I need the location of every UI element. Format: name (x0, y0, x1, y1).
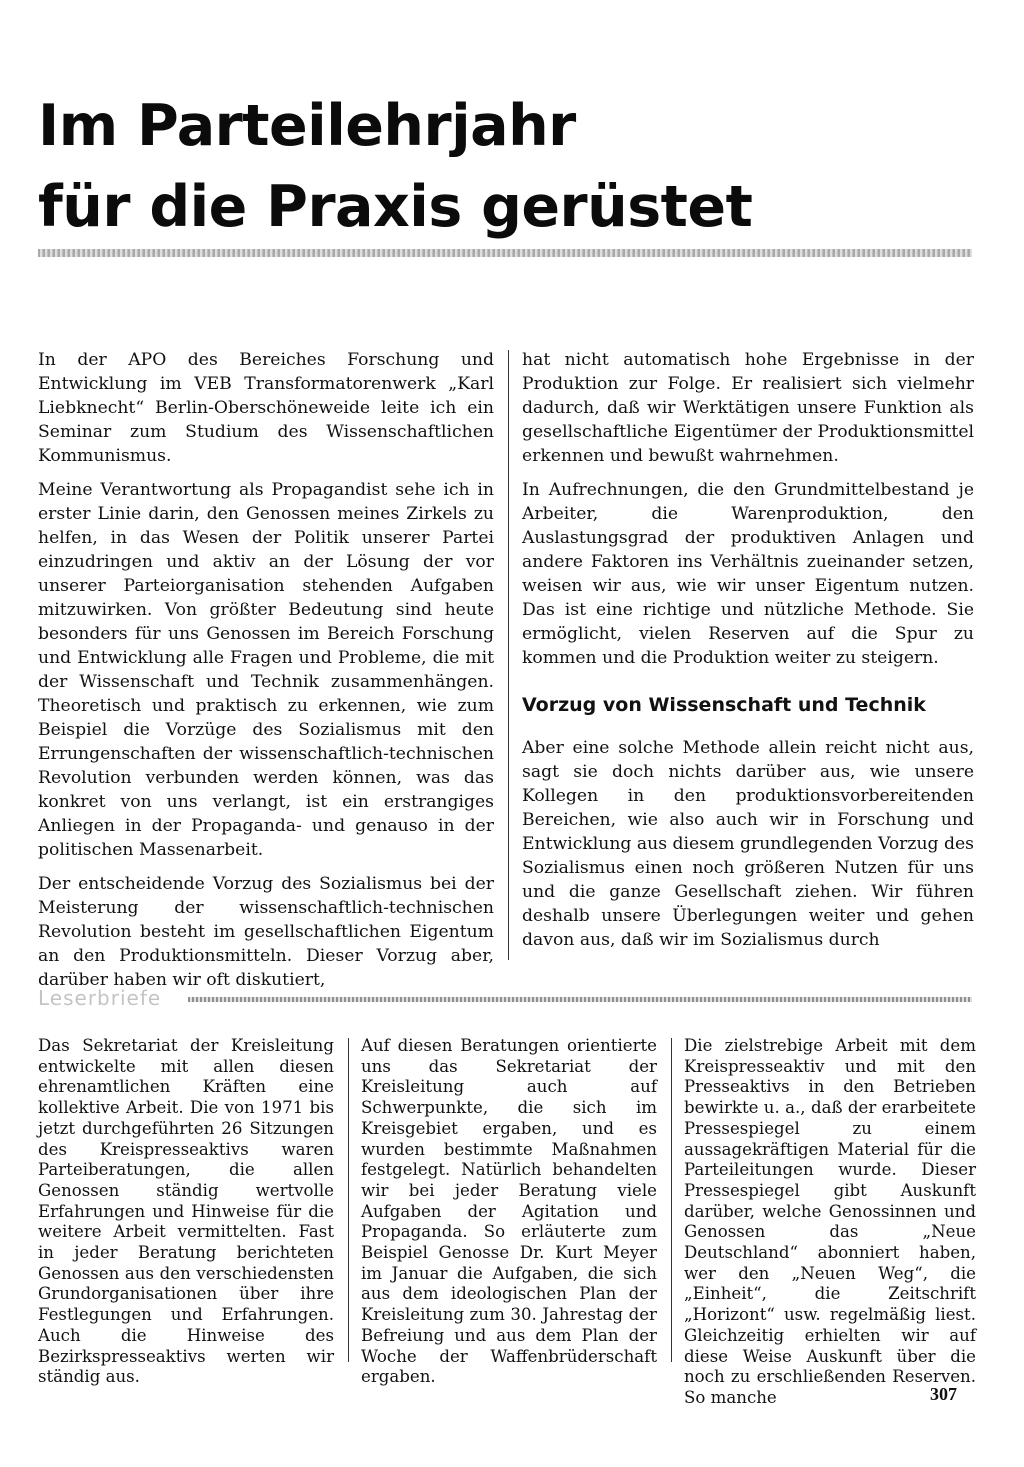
article-title (38, 86, 998, 248)
paragraph: In der APO des Bereiches Forschung und Entwicklung im VEB Transformatorenwerk „Karl Liebknecht“ Berlin-Oberschöneweide leite ich ein Seminar zum Studium des Wissenschaftlichen Kommunismus. (38, 350, 494, 466)
letters-column-2 (361, 1036, 657, 1388)
paragraph: Meine Verantwortung als Propagandist sehe ich in erster Linie darin, den Genossen meines Zirkels zu helfen, in das Wesen der Politik unserer Partei einzudringen und aktiv an der Lösung der vor unserer Parteiorganisation stehenden Aufgaben mitzuwirken. Von größter Bedeutung sind heute besonders für uns Genossen im Bereich Forschung und Entwicklung alle Fragen und Probleme, die mit der Wissenschaft und Technik zusammenhängen. Theoretisch und praktisch zu erkennen, wie zum Beispiel die Vorzüge des Sozialismus mit den Errungenschaften der wissenschaftlich-technischen Revolution verbunden werden können, was das konkret von uns verlangt, ist ein erstrangiges Anliegen in der Propaganda- und genauso in der politischen Massenarbeit. (38, 480, 494, 860)
article-column-right (522, 348, 974, 962)
letters-column-1 (38, 1036, 334, 1388)
column-divider (671, 1038, 672, 1362)
article-column-left (38, 348, 494, 1002)
paragraph: Die zielstrebige Arbeit mit dem Kreispresseaktiv und mit den Presseaktivs in den Betrieben bewirkte u. a., daß der erarbeitete Pressespiegel zu einem aussagekräftigen Material für die Parteileitungen wurde. Dieser Pressespiegel gibt Auskunft darüber, welche Genossinnen und Genossen das „Neue Deutschland“ abonniert haben, wer den „Neuen Weg“, die „Einheit“, die Zeitschrift „Horizont“ usw. regelmäßig liest. Gleichzeitig erhielten wir auf diese Weise Auskunft über die noch zu erschließenden Reserven. So manche (684, 1036, 976, 1407)
paragraph: Der entscheidende Vorzug des Sozialismus bei der Meisterung der wissenschaftlich-technischen Revolution besteht im gesellschaftlichen Eigentum an den Produktionsmitteln. Dieser Vorzug aber, darüber haben wir oft diskutiert, (38, 874, 494, 990)
paragraph: Aber eine solche Methode allein reicht nicht aus, sagt sie doch nichts darüber aus, wie unsere Kollegen in den produktionsvorbereitenden Bereichen, wie also auch wir in Forschung und Entwicklung aus diesem grundlegenden Vorzug des Sozialismus einen noch größeren Nutzen für uns und die ganze Gesellschaft ziehen. Wir führen deshalb unsere Überlegungen weiter und gehen davon aus, daß wir im Sozialismus durch (522, 738, 974, 950)
section-rule (188, 997, 972, 1002)
title-line-1: Im Parteilehrjahr (38, 93, 576, 159)
paragraph: In Aufrechnungen, die den Grundmittelbestand je Arbeiter, die Warenproduktion, den Auslastungsgrad der produktiven Anlagen und andere Faktoren ins Verhältnis zueinander setzen, weisen wir aus, wie wir unser Eigentum nutzen. Das ist eine richtige und nützliche Methode. Sie ermöglicht, vielen Reserven auf die Spur zu kommen und die Produktion weiter zu steigern. (522, 480, 974, 668)
column-divider (508, 350, 509, 960)
paragraph: Auf diesen Beratungen orientierte uns das Sekretariat der Kreisleitung auch auf Schwerpunkte, die sich im Kreisgebiet ergaben, und es wurden bestimmte Maßnahmen festgelegt. Natürlich behandelten wir bei jeder Beratung viele Aufgaben der Agitation und Propaganda. So erläuterte zum Beispiel Genosse Dr. Kurt Meyer im Januar die Aufgaben, die sich aus dem ideologischen Plan der Kreisleitung zum 30. Jahrestag der Befreiung und aus dem Plan der Woche der Waffenbrüderschaft ergaben. (361, 1036, 657, 1387)
title-line-2: für die Praxis gerüstet (38, 174, 753, 240)
section-label: Leserbriefe (38, 986, 162, 1010)
subheading: Vorzug von Wissenschaft und Technik (522, 694, 926, 716)
page-number: 307 (930, 1384, 957, 1404)
paragraph: Das Sekretariat der Kreisleitung entwickelte mit allen diesen ehrenamtlichen Kräften eine kollektive Arbeit. Die von 1971 bis jetzt durchgeführten 26 Sitzungen des Kreispresseaktivs waren Parteiberatungen, die allen Genossen ständig wertvolle Erfahrungen und Hinweise für die weitere Arbeit vermittelten. Fast in jeder Beratung berichteten Genossen aus den verschiedensten Grundorganisationen über ihre Festlegungen und Erfahrungen. Auch die Hinweise des Bezirkspresseaktivs werten wir ständig aus. (38, 1036, 334, 1387)
letters-column-3 (684, 1036, 976, 1409)
column-divider (348, 1038, 349, 1362)
paragraph: hat nicht automatisch hohe Ergebnisse in der Produktion zur Folge. Er realisiert sich vielmehr dadurch, daß wir Werktätigen unsere Funktion als gesellschaftliche Eigentümer der Produktionsmittel erkennen und bewußt wahrnehmen. (522, 350, 974, 466)
title-rule (38, 249, 972, 257)
